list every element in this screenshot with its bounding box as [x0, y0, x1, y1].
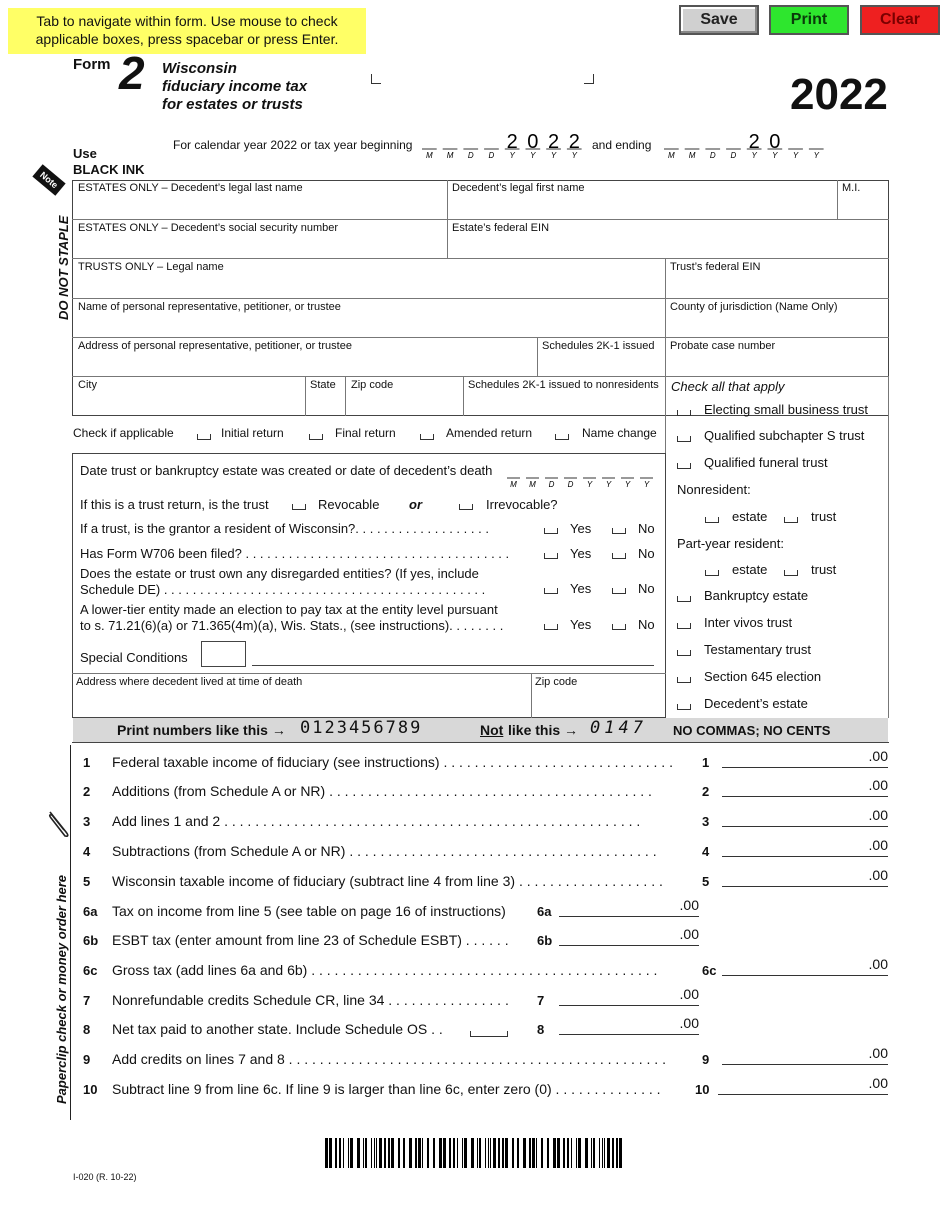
barcode-bar — [547, 1138, 549, 1168]
trust-ein-field[interactable]: Trust’s federal EIN — [670, 261, 761, 273]
corner-mark-right — [584, 74, 594, 84]
cents-suffix: .00 — [868, 837, 888, 853]
representative-address-field[interactable]: Address of personal representative, petitioner, or trustee — [78, 340, 352, 352]
ink-instruction — [73, 146, 145, 178]
inter-vivos-checkbox[interactable] — [677, 623, 691, 629]
date-placeholder-letter: Y — [530, 151, 536, 160]
barcode-bar — [374, 1138, 375, 1168]
barcode-bar — [502, 1138, 504, 1168]
schedules-nonresident-field[interactable]: Schedules 2K-1 issued to nonresidents — [468, 379, 659, 391]
nonresident-estate-label: estate — [732, 509, 768, 524]
date-placeholder-letter: Y — [792, 151, 799, 160]
date-digit: 0 — [769, 132, 781, 153]
date-placeholder-letter: D — [567, 480, 574, 489]
cents-suffix: .00 — [868, 777, 888, 793]
line-description: Wisconsin taxable income of fiduciary (subtract line 4 from line 3) . . . . . . . . . . . . . . . . . . . — [112, 873, 663, 889]
barcode-bar — [571, 1138, 572, 1168]
barcode-bar — [462, 1138, 463, 1168]
cents-suffix: .00 — [868, 748, 888, 764]
barcode-bar — [557, 1138, 560, 1168]
nonresident-estate-checkbox[interactable] — [705, 517, 719, 523]
barcode-bar — [505, 1138, 508, 1168]
barcode-bar — [403, 1138, 405, 1168]
date-digit: 2 — [568, 132, 580, 153]
barcode-bar — [391, 1138, 394, 1168]
corner-mark-left — [371, 74, 381, 84]
date-placeholder-letter: D — [709, 151, 716, 160]
do-not-staple-text: DO NOT STAPLE — [56, 215, 71, 320]
grid-rule — [888, 376, 889, 718]
barcode-bar — [536, 1138, 537, 1168]
paperclip-text: Paperclip check or money order here — [54, 874, 69, 1104]
barcode-bar — [335, 1138, 337, 1168]
section-645-label: Section 645 election — [704, 669, 822, 684]
barcode-bar — [343, 1138, 344, 1168]
representative-name-field[interactable]: Name of personal representative, petitioner, or trustee — [78, 301, 341, 313]
paperclip-icon — [46, 808, 72, 838]
cents-suffix: .00 — [868, 867, 888, 883]
line-description: Tax on income from line 5 (see table on page 16 of instructions) — [112, 903, 506, 919]
decedent-estate-checkbox[interactable] — [677, 704, 691, 710]
line-description: Subtract line 9 from line 6c. If line 9 is larger than line 6c, enter zero (0) . . . . . . . . . . . . . . — [112, 1081, 661, 1097]
special-conditions-input[interactable] — [252, 665, 654, 666]
barcode-bar — [365, 1138, 367, 1168]
cents-suffix: .00 — [679, 1015, 699, 1031]
print-numbers-bar — [73, 718, 888, 742]
barcode-bar — [350, 1138, 353, 1168]
date-digit: 2 — [748, 132, 760, 153]
final-return-label: Final return — [335, 426, 396, 440]
grid-rule — [537, 337, 538, 376]
check-all-title: Check all that apply — [671, 379, 785, 394]
line-reference: 9 — [702, 1052, 710, 1067]
note-badge: Note — [32, 164, 65, 196]
check-applicable-label: Check if applicable — [73, 426, 174, 440]
decedent-address-field[interactable]: Address where decedent lived at time of death — [76, 676, 303, 688]
line-reference: 6c — [702, 963, 717, 978]
line-2-amount-input[interactable] — [722, 777, 888, 797]
barcode-bar — [523, 1138, 526, 1168]
grantor-yes-checkbox[interactable] — [544, 528, 558, 534]
partyear-estate-label: estate — [732, 562, 768, 577]
begin-date-field[interactable] — [420, 132, 585, 162]
form-title — [162, 60, 307, 114]
date-digit: 2 — [547, 132, 560, 153]
schedule-os-box[interactable] — [470, 1031, 508, 1037]
irrevocable-label: Irrevocable? — [486, 497, 558, 512]
barcode-bar — [591, 1138, 592, 1168]
barcode-bar — [471, 1138, 474, 1168]
line-number: 1 — [83, 755, 91, 770]
w706-yes-label: Yes — [570, 546, 592, 561]
clear-button[interactable]: Clear — [860, 5, 940, 35]
barcode-bar — [619, 1138, 622, 1168]
cents-suffix: .00 — [868, 956, 888, 972]
barcode-bar — [376, 1138, 377, 1168]
line-description: Net tax paid to another state. Include Schedule OS . . — [112, 1021, 443, 1037]
partyear-estate-checkbox[interactable] — [705, 570, 719, 576]
date-placeholder-letter: M — [446, 151, 454, 160]
line-reference: 6b — [537, 933, 553, 948]
barcode-bar — [479, 1138, 481, 1168]
line-reference: 6a — [537, 904, 552, 919]
barcode-bar — [616, 1138, 618, 1168]
grantor-no-checkbox[interactable] — [612, 528, 626, 534]
grid-rule — [72, 337, 889, 338]
date-placeholder-letter: M — [426, 151, 433, 160]
line-4-amount-input[interactable] — [722, 837, 888, 857]
barcode-bar — [498, 1138, 500, 1168]
barcode-bar — [371, 1138, 372, 1168]
end-date-digits — [662, 132, 827, 162]
line-description: Add lines 1 and 2 . . . . . . . . . . . . . . . . . . . . . . . . . . . . . . . . . . . . . . . . . . . . . . . . . . . . . . — [112, 813, 641, 829]
barcode-bar — [384, 1138, 386, 1168]
date-placeholder-letter: Y — [550, 151, 557, 160]
lowertier-no-label: No — [638, 617, 655, 632]
form-label: Form — [73, 56, 111, 73]
line-number: 10 — [83, 1082, 98, 1097]
grantor-question: If a trust, is the grantor a resident of Wisconsin?. . . . . . . . . . . . . . . . . . . — [80, 521, 489, 536]
testamentary-checkbox[interactable] — [677, 650, 691, 656]
barcode-bar — [563, 1138, 565, 1168]
barcode-bar — [418, 1138, 421, 1168]
line-reference: 2 — [702, 784, 710, 799]
barcode-bar — [379, 1138, 382, 1168]
barcode-bar — [553, 1138, 556, 1168]
middle-initial-field[interactable]: M.I. — [842, 182, 861, 194]
or-text: or — [409, 497, 422, 512]
nonresident-label: Nonresident: — [677, 482, 751, 497]
lowertier-question-1: A lower-tier entity made an election to pay tax at the entity level pursuant — [80, 602, 498, 617]
grid-rule — [72, 298, 889, 299]
barcode-bar — [388, 1138, 390, 1168]
line-7-amount-input[interactable] — [559, 986, 699, 1006]
line-number: 5 — [83, 874, 91, 889]
bankruptcy-checkbox[interactable] — [677, 596, 691, 602]
form-code: I-020 (R. 10-22) — [73, 1172, 137, 1182]
line-number: 3 — [83, 814, 91, 829]
end-date-field[interactable] — [662, 132, 827, 162]
barcode-bar — [607, 1138, 610, 1168]
line-number: 4 — [83, 844, 91, 859]
grantor-no-label: No — [638, 521, 655, 536]
use-word: Use — [73, 146, 97, 161]
barcode-bar — [433, 1138, 435, 1168]
line-reference: 1 — [702, 755, 710, 770]
barcode-bar — [443, 1138, 446, 1168]
date-placeholder-letter: D — [730, 151, 737, 160]
initial-return-label: Initial return — [221, 426, 284, 440]
barcode-bar — [415, 1138, 417, 1168]
good-digits: 0123456789 — [300, 718, 423, 738]
lowertier-yes-checkbox[interactable] — [544, 624, 558, 630]
date-placeholder-letter: Y — [605, 480, 612, 489]
line-reference: 8 — [537, 1022, 545, 1037]
line-6a-amount-input[interactable] — [559, 897, 699, 917]
disregarded-question-2: Schedule DE) . . . . . . . . . . . . . . . . . . . . . . . . . . . . . . . . . . . . . . . . . . . . . — [80, 582, 486, 597]
date-placeholder-letter: M — [688, 151, 696, 160]
decedent-zip-field[interactable]: Zip code — [535, 676, 578, 688]
line-3-amount-input[interactable] — [722, 807, 888, 827]
name-change-label: Name change — [582, 426, 657, 440]
barcode-bar — [422, 1138, 423, 1168]
barcode-bar — [576, 1138, 577, 1168]
barcode-bar — [488, 1138, 489, 1168]
barcode-bar — [541, 1138, 543, 1168]
form-number: 2 — [119, 47, 145, 99]
instructions-banner: Tab to navigate within form. Use mouse to check applicable boxes, press spacebar or press Enter. — [8, 8, 366, 54]
line-6b-amount-input[interactable] — [559, 926, 699, 946]
schedules-2k1-field[interactable]: Schedules 2K-1 issued — [542, 340, 655, 352]
barcode-bar — [485, 1138, 486, 1168]
disregarded-yes-label: Yes — [570, 581, 592, 596]
barcode-bar — [567, 1138, 569, 1168]
nonresident-trust-label: trust — [811, 509, 837, 524]
barcode-bar — [585, 1138, 588, 1168]
special-conditions-label: Special Conditions — [80, 650, 188, 665]
grid-rule — [463, 376, 464, 416]
barcode-bar — [398, 1138, 400, 1168]
barcode-bar — [348, 1138, 349, 1168]
decedent-first-name-field[interactable]: Decedent’s legal first name — [452, 182, 585, 194]
barcode-bar — [477, 1138, 478, 1168]
cents-suffix: .00 — [868, 1045, 888, 1061]
and-ending-text: and ending — [592, 138, 652, 152]
line-description: Federal taxable income of fiduciary (see instructions) . . . . . . . . . . . . . . . . . . . . . . . . . . . . . . — [112, 754, 673, 770]
barcode-bar — [449, 1138, 451, 1168]
date-placeholder-letter: D — [467, 151, 474, 160]
paperclip-rule — [70, 745, 71, 1120]
grid-rule — [345, 376, 346, 416]
funeral-trust-label: Qualified funeral trust — [704, 455, 828, 470]
barcode-bar — [457, 1138, 458, 1168]
date-created-label: Date trust or bankruptcy estate was created or date of decedent’s death — [80, 463, 493, 478]
bad-digits: 0147 — [590, 718, 647, 738]
line-reference: 10 — [695, 1082, 710, 1097]
barcode-bar — [604, 1138, 605, 1168]
decedent-last-name-field[interactable]: ESTATES ONLY – Decedent’s legal last name — [78, 182, 303, 194]
lowertier-question-2: to s. 71.21(6)(a) or 71.365(4m)(a), Wis. Stats., (see instructions). . . . . . . . — [80, 618, 504, 633]
line-5-amount-input[interactable] — [722, 867, 888, 887]
barcode-bar — [325, 1138, 328, 1168]
barcode-bar — [593, 1138, 595, 1168]
date-digit: 0 — [527, 132, 539, 153]
title-line-3: for estates or trusts — [162, 96, 303, 113]
barcode-bar — [532, 1138, 535, 1168]
print-like-label: Print numbers like this → — [117, 722, 286, 738]
cents-suffix: .00 — [868, 1075, 888, 1091]
line-number: 7 — [83, 993, 91, 1008]
grid-rule — [447, 180, 448, 258]
testamentary-label: Testamentary trust — [704, 642, 811, 657]
line-description: Nonrefundable credits Schedule CR, line 34 . . . . . . . . . . . . . . . . — [112, 992, 509, 1008]
line-description: ESBT tax (enter amount from line 23 of Schedule ESBT) . . . . . . — [112, 932, 509, 948]
grid-rule — [837, 180, 838, 219]
revocable-checkbox[interactable] — [292, 504, 306, 510]
begin-date-digits — [420, 132, 585, 162]
grid-rule — [72, 673, 666, 674]
partyear-label: Part-year resident: — [677, 536, 784, 551]
decedent-estate-label: Decedent’s estate — [704, 696, 808, 711]
line-description: Additions (from Schedule A or NR) . . . . . . . . . . . . . . . . . . . . . . . . . . . . . . . . . . . . . . . . . . — [112, 783, 652, 799]
line-number: 9 — [83, 1052, 91, 1067]
barcode-bar — [599, 1138, 600, 1168]
line-number: 6c — [83, 963, 98, 978]
name-change-checkbox[interactable] — [555, 434, 569, 440]
w706-question: Has Form W706 been filed? . . . . . . . . . . . . . . . . . . . . . . . . . . . . . . . . . . . . . — [80, 546, 510, 561]
barcode-bar — [602, 1138, 603, 1168]
title-line-1: Wisconsin — [162, 60, 237, 77]
barcode-bar — [427, 1138, 429, 1168]
estate-ein-field[interactable]: Estate’s federal EIN — [452, 222, 550, 234]
print-button[interactable]: Print — [769, 5, 849, 35]
line-number: 8 — [83, 1022, 91, 1037]
grid-rule — [305, 376, 306, 416]
date-placeholder-letter: Y — [571, 151, 577, 160]
line-number: 6a — [83, 904, 98, 919]
disregarded-no-label: No — [638, 581, 655, 596]
revocable-label: Revocable — [318, 497, 380, 512]
bankruptcy-label: Bankruptcy estate — [704, 588, 809, 603]
initial-return-checkbox[interactable] — [197, 434, 211, 440]
qsst-label: Qualified subchapter S trust — [704, 428, 865, 443]
barcode-bar — [329, 1138, 332, 1168]
date-placeholder-letter: M — [510, 480, 517, 489]
barcode-bar — [357, 1138, 360, 1168]
w706-no-checkbox[interactable] — [612, 553, 626, 559]
state-field[interactable]: State — [310, 379, 336, 391]
barcode-bar — [339, 1138, 341, 1168]
partyear-trust-label: trust — [811, 562, 837, 577]
date-placeholder-letter: Y — [751, 151, 757, 160]
inter-vivos-label: Inter vivos trust — [704, 615, 793, 630]
line-number: 2 — [83, 784, 91, 799]
line-8-amount-input[interactable] — [559, 1015, 699, 1035]
barcode-bar — [578, 1138, 581, 1168]
line-reference: 3 — [702, 814, 710, 829]
line-number: 6b — [83, 933, 99, 948]
barcode-bar — [490, 1138, 491, 1168]
line-reference: 4 — [702, 844, 710, 859]
line-reference: 7 — [537, 993, 545, 1008]
date-placeholder-letter: Y — [772, 151, 778, 160]
w706-yes-checkbox[interactable] — [544, 553, 558, 559]
line-description: Add credits on lines 7 and 8 . . . . . . . . . . . . . . . . . . . . . . . . . . . . . . . . . . . . . . . . . . . . . . . . . — [112, 1051, 666, 1067]
trust-name-field[interactable]: TRUSTS ONLY – Legal name — [78, 261, 224, 273]
cents-suffix: .00 — [679, 897, 699, 913]
zip-code-field[interactable]: Zip code — [351, 379, 394, 391]
not-word: Not — [480, 722, 504, 738]
no-commas-text: NO COMMAS; NO CENTS — [673, 723, 831, 738]
amended-return-checkbox[interactable] — [420, 434, 434, 440]
irrevocable-checkbox[interactable] — [459, 504, 473, 510]
tax-year: 2022 — [790, 70, 888, 119]
barcode-bar — [439, 1138, 442, 1168]
date-placeholder-letter: M — [529, 480, 536, 489]
grantor-yes-label: Yes — [570, 521, 592, 536]
date-placeholder-letter: Y — [813, 151, 819, 160]
black-ink-word: BLACK INK — [73, 162, 145, 177]
date-placeholder-letter: Y — [586, 480, 593, 489]
date-placeholder-letter: Y — [624, 480, 631, 489]
barcode-bar — [453, 1138, 455, 1168]
disregarded-no-checkbox[interactable] — [612, 588, 626, 594]
save-button[interactable]: Save — [679, 5, 759, 35]
grid-rule — [72, 376, 889, 377]
cents-suffix: .00 — [679, 986, 699, 1002]
barcode-bar — [363, 1138, 364, 1168]
lowertier-no-checkbox[interactable] — [612, 624, 626, 630]
esbt-label: Electing small business trust — [704, 402, 869, 417]
nonresident-trust-checkbox[interactable] — [784, 517, 798, 523]
not-like-label: like this → — [508, 722, 579, 738]
final-return-checkbox[interactable] — [309, 434, 323, 440]
decedent-ssn-field[interactable]: ESTATES ONLY – Decedent’s social security number — [78, 222, 339, 234]
barcode-bar — [512, 1138, 514, 1168]
line-description: Gross tax (add lines 6a and 6b) . . . . . . . . . . . . . . . . . . . . . . . . . . . . . . . . . . . . . . . . . . . . . — [112, 962, 658, 978]
disregarded-yes-checkbox[interactable] — [544, 588, 558, 594]
lowertier-yes-label: Yes — [570, 617, 592, 632]
grid-rule — [72, 258, 889, 259]
city-field[interactable]: City — [78, 379, 97, 391]
date-placeholder-letter: D — [488, 151, 495, 160]
grid-rule — [531, 673, 532, 718]
line-1-amount-input[interactable] — [722, 748, 888, 768]
line-description: Subtractions (from Schedule A or NR) . . . . . . . . . . . . . . . . . . . . . . . . . . . . . . . . . . . . . . . . — [112, 843, 657, 859]
line-6c-amount-input[interactable] — [722, 956, 888, 976]
amended-return-label: Amended return — [446, 426, 533, 440]
partyear-trust-checkbox[interactable] — [784, 570, 798, 576]
barcode-bar — [493, 1138, 496, 1168]
w706-no-label: No — [638, 546, 655, 561]
trust-type-question: If this is a trust return, is the trust — [80, 497, 269, 512]
grid-rule — [72, 219, 889, 220]
disregarded-question-1: Does the estate or trust own any disregarded entities? (If yes, include — [80, 566, 479, 581]
date-placeholder-letter: D — [548, 480, 555, 489]
barcode-bar — [464, 1138, 467, 1168]
date-placeholder-letter: Y — [643, 480, 650, 489]
cents-suffix: .00 — [868, 807, 888, 823]
county-field[interactable]: County of jurisdiction (Name Only) — [670, 301, 838, 313]
qsst-checkbox[interactable] — [677, 436, 691, 442]
date-placeholder-letter: M — [668, 151, 675, 160]
barcode — [325, 1138, 630, 1170]
barcode-bar — [409, 1138, 412, 1168]
special-conditions-code-input[interactable] — [201, 641, 246, 667]
funeral-trust-checkbox[interactable] — [677, 463, 691, 469]
barcode-bar — [612, 1138, 614, 1168]
calendar-year-text: For calendar year 2022 or tax year beginning — [173, 138, 413, 152]
date-digit: 2 — [506, 132, 518, 153]
line-10-amount-input[interactable] — [718, 1075, 888, 1095]
print-bar-rule — [72, 742, 889, 743]
barcode-bar — [517, 1138, 519, 1168]
line-reference: 5 — [702, 874, 710, 889]
date-placeholder-letter: Y — [509, 151, 515, 160]
section-645-checkbox[interactable] — [677, 677, 691, 683]
line-9-amount-input[interactable] — [722, 1045, 888, 1065]
probate-case-field[interactable]: Probate case number — [670, 340, 776, 352]
cents-suffix: .00 — [679, 926, 699, 942]
title-line-2: fiduciary income tax — [162, 78, 308, 95]
esbt-checkbox[interactable] — [677, 410, 691, 416]
date-created-field[interactable] — [505, 476, 660, 490]
barcode-bar — [529, 1138, 531, 1168]
